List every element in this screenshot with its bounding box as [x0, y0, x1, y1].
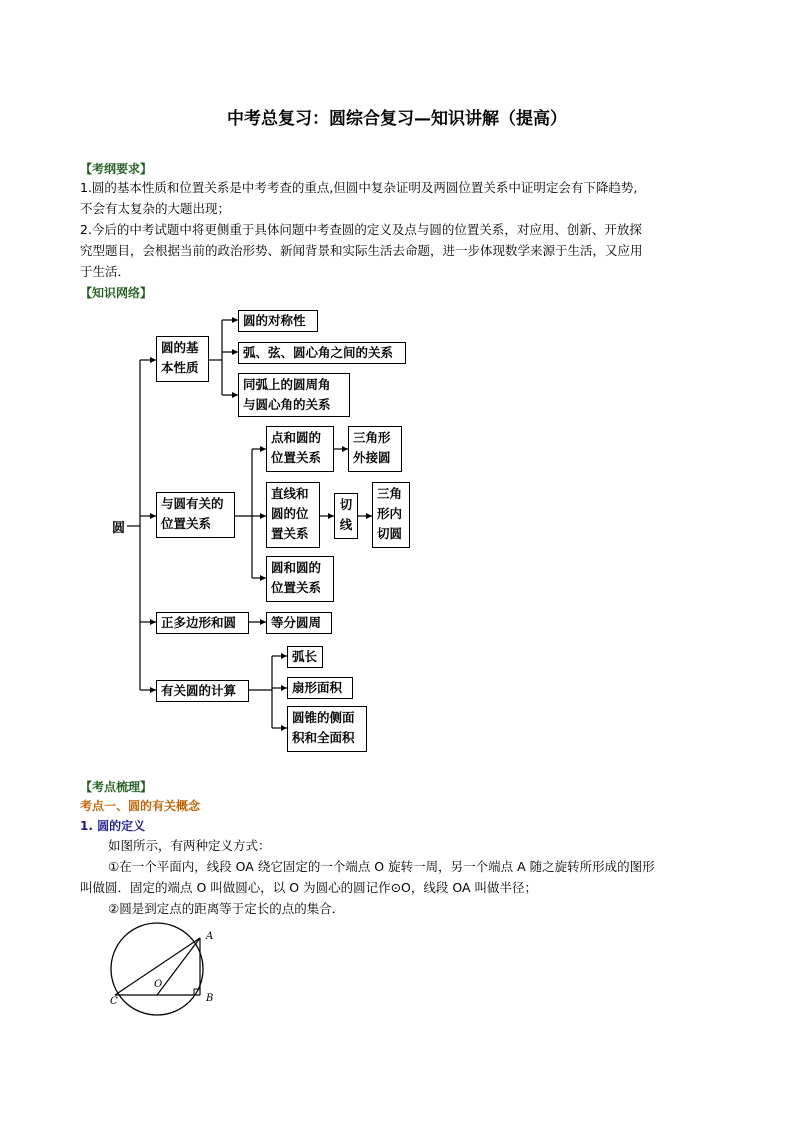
- node-cone-area-line1: 圆锥的侧面: [292, 710, 355, 725]
- kaogang-p1b: 不会有太复杂的大题出现；: [80, 201, 231, 216]
- node-arc-length-label: 弧长: [292, 649, 318, 664]
- node-line-circle-line1: 直线和: [271, 486, 309, 501]
- kaodian-line-2: ①在一个平面内，线段 OA 绕它固定的一个端点 O 旋转一周，另一个端点 A 随之旋转所形成的图形: [108, 859, 655, 874]
- kaodian-line-4: ②圆是到定点的距离等于定长的点的集合．: [108, 901, 345, 916]
- node-tangent: [334, 493, 358, 539]
- kaodian-line-1: 如图所示，有两种定义方式：: [108, 838, 271, 853]
- node-line-circle: [266, 482, 320, 548]
- node-basic-properties-line2: 本性质: [161, 360, 199, 375]
- node-sector-area: [287, 677, 353, 699]
- node-cone-area: [287, 706, 367, 752]
- node-regular-polygon-label: 正多边形和圆: [161, 615, 237, 630]
- kaodian-subheading-1: 1. 圆的定义: [80, 819, 146, 833]
- node-divide-circle: [266, 612, 332, 634]
- figure-label-c: C: [110, 996, 118, 1007]
- node-line-circle-line2: 圆的位: [271, 506, 309, 521]
- node-position-relations: [156, 492, 235, 538]
- node-circle-calculation-label: 有关圆的计算: [161, 683, 237, 698]
- section-heading-kaodian: 【考点梳理】: [80, 780, 153, 794]
- node-tangent-line1: 切: [339, 497, 353, 512]
- node-symmetry-label: 圆的对称性: [243, 313, 306, 328]
- figure-radius-oa: [157, 938, 200, 995]
- node-point-circle: [266, 426, 334, 472]
- node-incircle-line2: 形内: [377, 506, 403, 521]
- page-title: 中考总复习：圆综合复习—知识讲解（提高）: [227, 109, 567, 129]
- node-arc-chord-angle: [238, 342, 406, 364]
- node-incircle-line1: 三角: [377, 486, 403, 501]
- node-incircle: [372, 482, 410, 548]
- node-sector-area-label: 扇形面积: [292, 680, 343, 695]
- section-heading-kaogang: 【考纲要求】: [80, 162, 153, 176]
- kaodian-line-3: 叫做圆．固定的端点 O 叫做圆心，以 O 为圆心的圆记作⊙O，线段 OA 叫做半径；: [80, 880, 538, 895]
- circle-definition-figure: [100, 920, 230, 1020]
- node-basic-properties-line1: 圆的基: [161, 340, 199, 355]
- figure-label-a: A: [206, 931, 214, 942]
- node-basic-properties: [156, 336, 209, 382]
- node-arc-length: [287, 646, 323, 668]
- node-arc-chord-angle-label: 弧、弦、圆心角之间的关系: [243, 345, 394, 360]
- node-point-circle-line1: 点和圆的: [271, 430, 322, 445]
- node-regular-polygon: [156, 612, 249, 634]
- node-circumcircle-line2: 外接圆: [353, 450, 391, 465]
- node-circumcircle-line1: 三角形: [353, 430, 391, 445]
- node-circumcircle: [348, 426, 402, 472]
- node-position-relations-line1: 与圆有关的: [161, 496, 224, 511]
- kaodian-definition-text: [80, 835, 720, 919]
- node-position-relations-line2: 位置关系: [161, 516, 212, 531]
- node-inscribed-angle-line1: 同弧上的圆周角: [243, 377, 331, 392]
- node-circle-circle-line1: 圆和圆的: [271, 560, 322, 575]
- kaodian-point-1: 考点一、圆的有关概念: [80, 799, 201, 813]
- node-incircle-line3: 切圆: [377, 526, 403, 541]
- kaogang-p2: 2.今后的中考试题中将更侧重于具体问题中考查圆的定义及点与圆的位置关系，对应用、创新、开放探: [80, 222, 642, 237]
- figure-label-o: O: [154, 979, 163, 990]
- node-circle-circle: [266, 556, 334, 602]
- kaogang-p1: 1.圆的基本性质和位置关系是中考考查的重点,但圆中复杂证明及两圆位置关系中证明定会有下降趋势,: [80, 180, 638, 195]
- network-root-circle: 圆: [112, 521, 126, 536]
- node-point-circle-line2: 位置关系: [271, 450, 322, 465]
- node-circle-circle-line2: 位置关系: [271, 580, 322, 595]
- kaogang-p2b: 究型题目，会根据当前的政治形势、新闻背景和实际生活去命题，进一步体现数学来源于生活，又应用: [80, 243, 643, 258]
- node-inscribed-angle-line2: 与圆心角的关系: [243, 397, 331, 412]
- node-symmetry: [238, 310, 318, 332]
- node-line-circle-line3: 置关系: [271, 526, 309, 541]
- node-divide-circle-label: 等分圆周: [271, 615, 322, 630]
- node-circle-calculation: [156, 680, 249, 702]
- node-tangent-line2: 线: [339, 517, 353, 532]
- kaogang-p2c: 于生活．: [80, 264, 131, 279]
- node-cone-area-line2: 积和全面积: [292, 730, 355, 745]
- node-inscribed-angle: [238, 373, 350, 417]
- section-heading-network: 【知识网络】: [80, 286, 153, 300]
- figure-circle: [111, 923, 203, 1015]
- figure-label-b: B: [206, 993, 214, 1004]
